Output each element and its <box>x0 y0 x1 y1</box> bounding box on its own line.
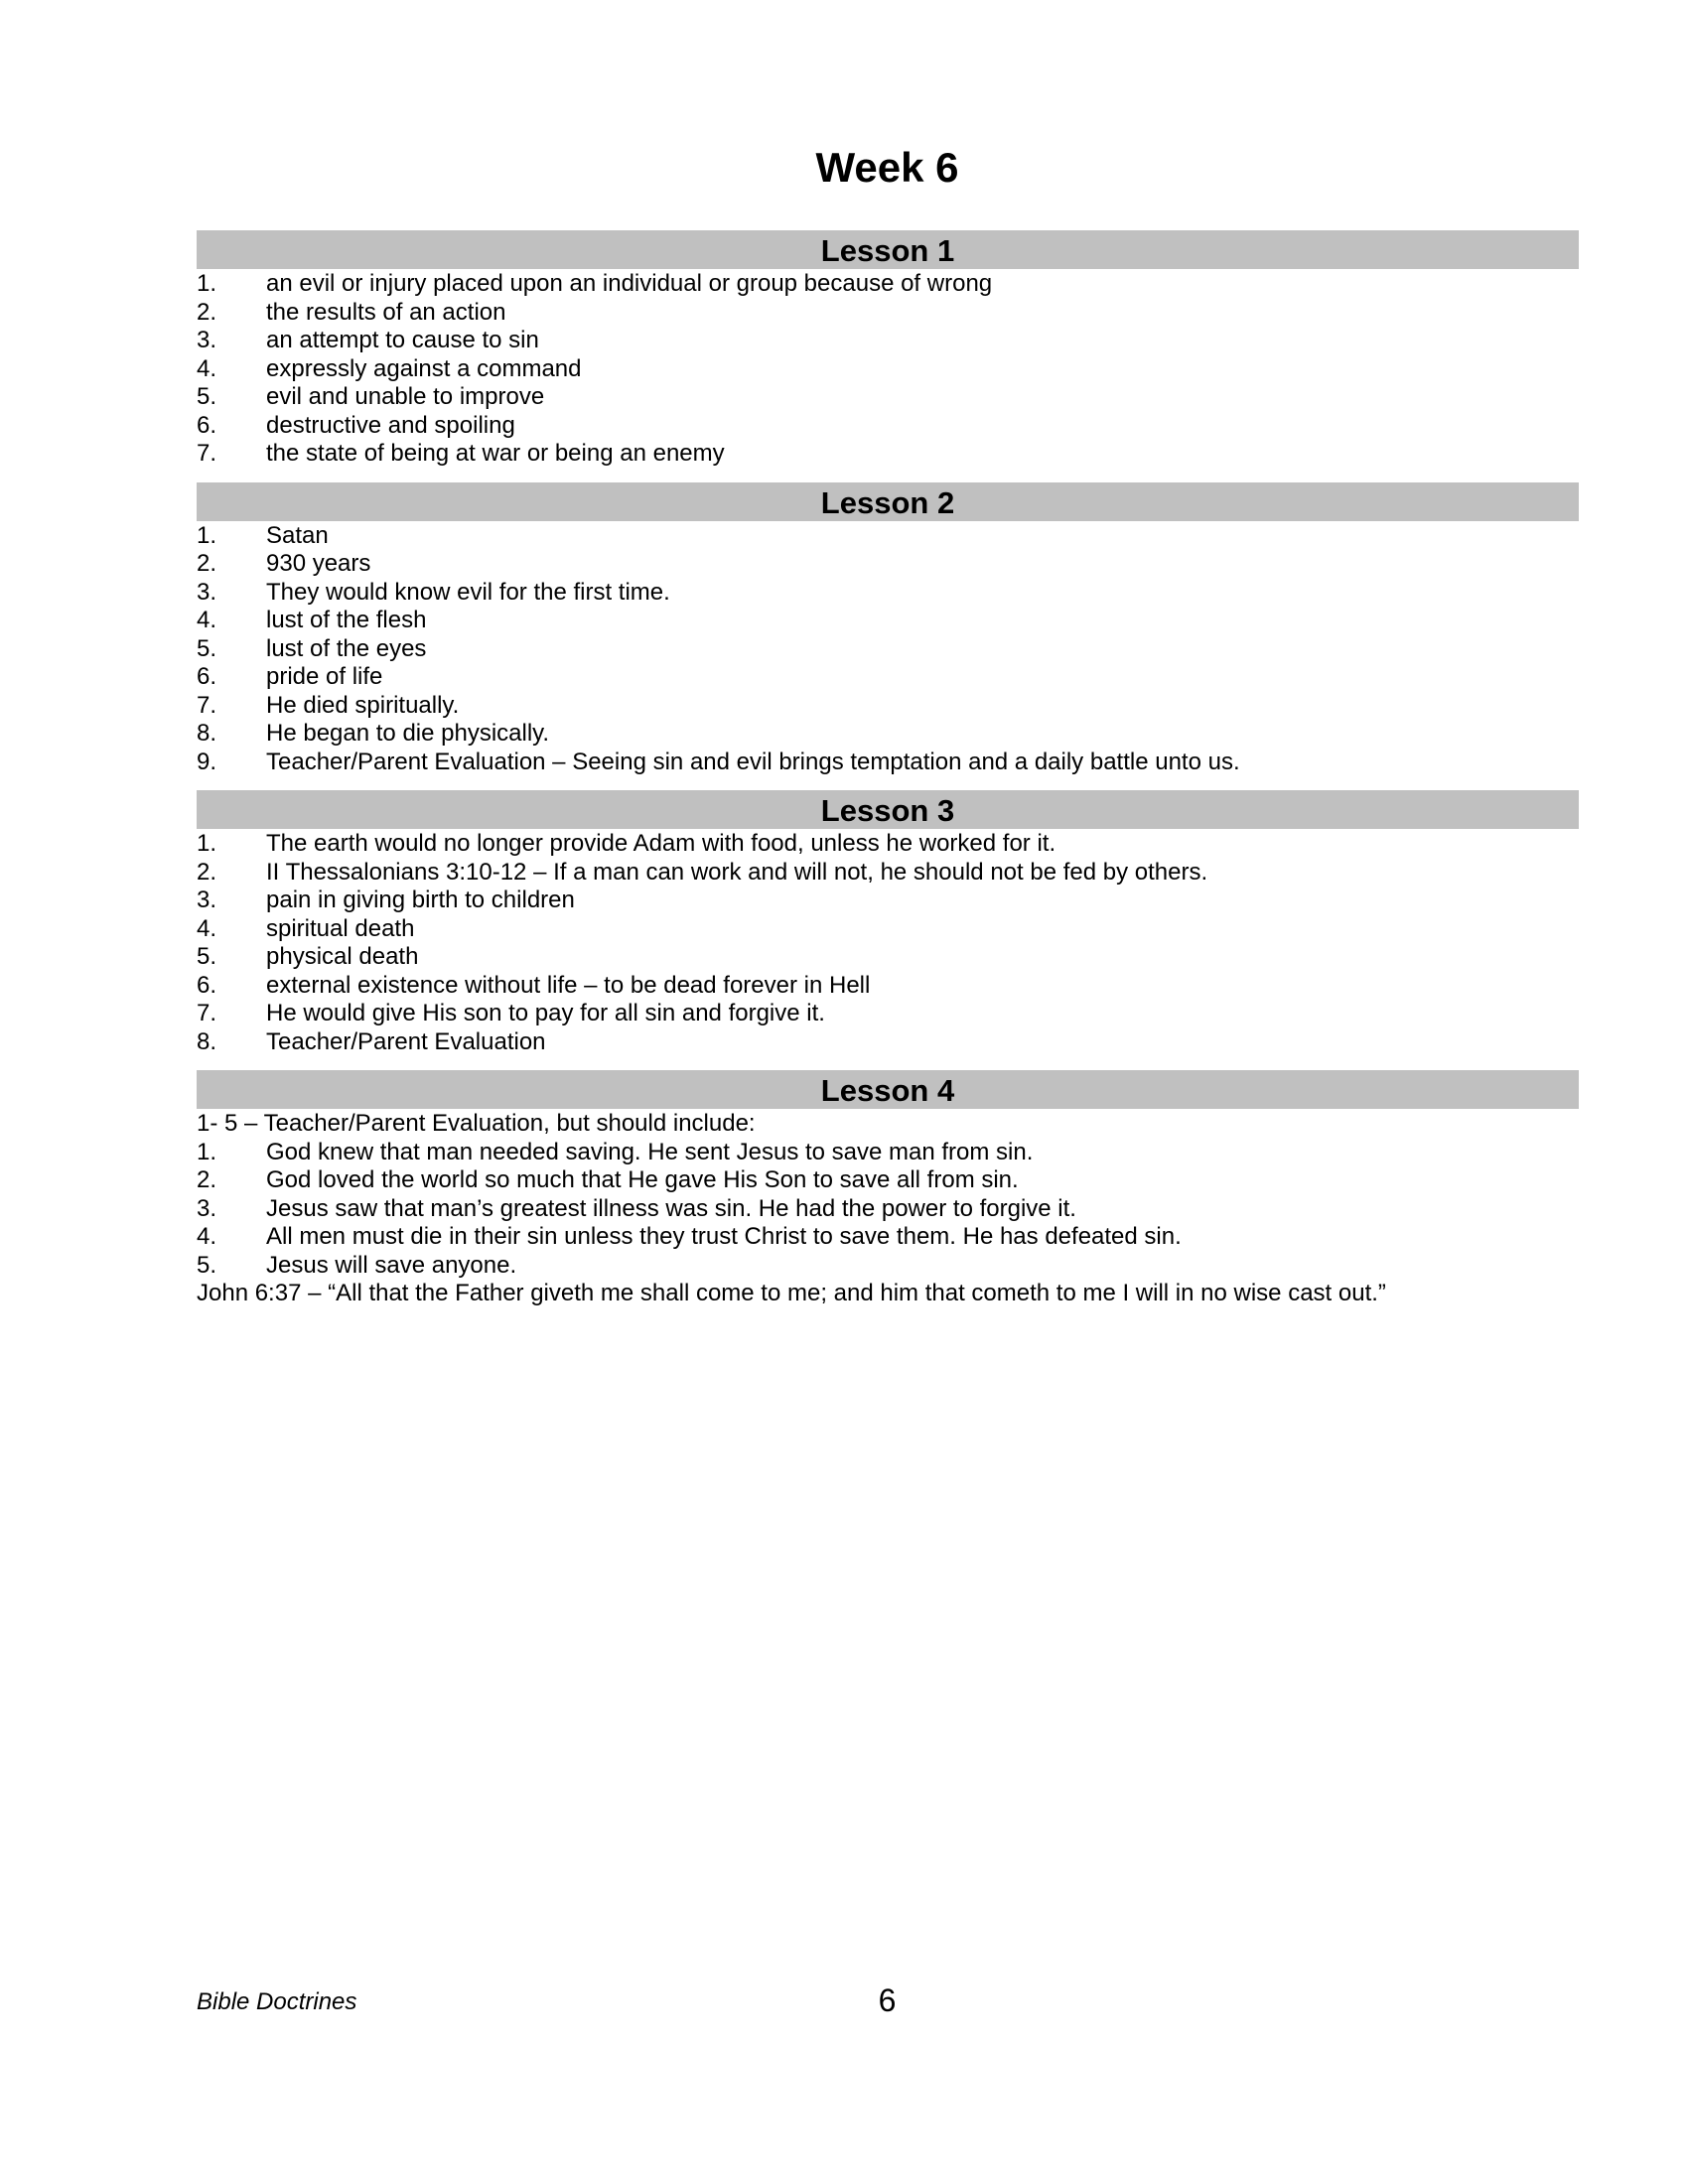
item-number: 1. <box>197 830 217 857</box>
list-item <box>197 859 1579 887</box>
lesson-intro: 1- 5 – Teacher/Parent Evaluation, but should include: <box>197 1110 756 1137</box>
page-title: Week 6 <box>815 144 959 191</box>
item-number: 8. <box>197 1027 217 1055</box>
item-text: He began to die physically. <box>266 720 550 747</box>
list-item <box>197 972 1579 1001</box>
item-number: 7. <box>197 691 217 719</box>
item-number: 3. <box>197 327 217 353</box>
item-number: 7. <box>197 1000 217 1026</box>
item-text: Jesus saw that man’s greatest illness was sin. He had the power to forgive it. <box>266 1194 1076 1222</box>
list-item <box>197 1166 1579 1195</box>
list-item <box>197 579 1579 608</box>
item-text: external existence without life – to be dead forever in Hell <box>266 971 871 999</box>
scripture-quote: John 6:37 – “All that the Father giveth me shall come to me; and him that cometh to me I will in no wise cast out.” <box>197 1280 1386 1306</box>
list-item <box>197 887 1579 915</box>
lesson-header: Lesson 2 <box>197 482 1579 521</box>
item-number: 3. <box>197 578 217 606</box>
item-number: 3. <box>197 1194 217 1222</box>
item-text: lust of the eyes <box>266 634 427 662</box>
item-text: expressly against a command <box>266 354 582 382</box>
item-number: 4. <box>197 607 217 633</box>
list-item <box>197 1252 1579 1281</box>
answer-list <box>197 521 1579 777</box>
list-item <box>197 663 1579 692</box>
lesson-header: Lesson 4 <box>197 1070 1579 1109</box>
list-item <box>197 522 1579 551</box>
item-text: spiritual death <box>266 914 415 942</box>
answer-list <box>197 269 1579 469</box>
list-item <box>197 550 1579 579</box>
item-number: 6. <box>197 663 217 690</box>
item-number: 2. <box>197 858 217 886</box>
list-item <box>197 383 1579 412</box>
item-text: The earth would no longer provide Adam with food, unless he worked for it. <box>266 830 1056 857</box>
list-item <box>197 1000 1579 1028</box>
item-number: 1. <box>197 1138 217 1165</box>
item-text: God loved the world so much that He gave His Son to save all from sin. <box>266 1166 1019 1193</box>
item-number: 6. <box>197 411 217 439</box>
list-item <box>197 327 1579 355</box>
list-item <box>197 635 1579 664</box>
item-text: He died spiritually. <box>266 691 460 719</box>
item-number: 4. <box>197 914 217 942</box>
answer-list <box>197 1109 1579 1308</box>
item-text: Jesus will save anyone. <box>266 1251 517 1279</box>
item-text: Teacher/Parent Evaluation – Seeing sin and evil brings temptation and a daily battle unto us. <box>266 748 1240 775</box>
list-item <box>197 440 1579 469</box>
item-text: They would know evil for the first time. <box>266 578 670 606</box>
item-number: 4. <box>197 354 217 382</box>
item-number: 3. <box>197 887 217 913</box>
item-text: pride of life <box>266 663 383 690</box>
item-text: the state of being at war or being an enemy <box>266 440 725 467</box>
answer-list <box>197 829 1579 1056</box>
item-text: physical death <box>266 943 419 970</box>
item-text: an attempt to cause to sin <box>266 327 539 353</box>
item-number: 2. <box>197 1166 217 1193</box>
item-text: God knew that man needed saving. He sent Jesus to save man from sin. <box>266 1138 1034 1165</box>
lesson-1-section <box>197 230 1579 469</box>
item-number: 6. <box>197 971 217 999</box>
answer-key <box>197 230 1579 1322</box>
item-number: 9. <box>197 748 217 775</box>
item-number: 2. <box>197 298 217 326</box>
item-number: 8. <box>197 720 217 747</box>
list-item <box>197 270 1579 299</box>
item-number: 7. <box>197 440 217 467</box>
item-number: 5. <box>197 634 217 662</box>
list-item <box>197 299 1579 328</box>
item-text: the results of an action <box>266 298 506 326</box>
lesson-3-section <box>197 790 1579 1056</box>
item-text: lust of the flesh <box>266 607 427 633</box>
item-number: 1. <box>197 521 217 549</box>
list-item <box>197 607 1579 635</box>
item-number: 5. <box>197 1251 217 1279</box>
footer-book-title: Bible Doctrines <box>197 1988 357 2015</box>
list-item <box>197 1139 1579 1167</box>
list-item <box>197 749 1579 777</box>
item-number: 2. <box>197 550 217 577</box>
list-item <box>197 943 1579 972</box>
item-text: All men must die in their sin unless they trust Christ to save them. He has defeated sin. <box>266 1223 1182 1250</box>
item-number: 5. <box>197 383 217 410</box>
item-text: destructive and spoiling <box>266 411 515 439</box>
list-item <box>197 1195 1579 1224</box>
item-text: an evil or injury placed upon an individual or group because of wrong <box>266 270 993 297</box>
list-item <box>197 692 1579 721</box>
list-item <box>197 355 1579 384</box>
lesson-4-section <box>197 1070 1579 1308</box>
list-item <box>197 915 1579 944</box>
item-text: pain in giving birth to children <box>266 887 575 913</box>
lesson-header: Lesson 1 <box>197 230 1579 269</box>
item-number: 4. <box>197 1223 217 1250</box>
item-text: Teacher/Parent Evaluation <box>266 1027 546 1055</box>
list-item <box>197 412 1579 441</box>
lesson-header: Lesson 3 <box>197 790 1579 829</box>
lesson-2-section <box>197 482 1579 777</box>
list-item <box>197 1223 1579 1252</box>
item-text: II Thessalonians 3:10-12 – If a man can work and will not, he should not be fed by others. <box>266 858 1208 886</box>
item-number: 5. <box>197 943 217 970</box>
page-number: 6 <box>878 1982 897 2018</box>
item-text: Satan <box>266 521 329 549</box>
item-number: 1. <box>197 270 217 297</box>
item-text: He would give His son to pay for all sin and forgive it. <box>266 1000 825 1026</box>
list-item <box>197 830 1579 859</box>
item-text: evil and unable to improve <box>266 383 545 410</box>
list-item <box>197 720 1579 749</box>
list-item <box>197 1028 1579 1057</box>
item-text: 930 years <box>266 550 371 577</box>
